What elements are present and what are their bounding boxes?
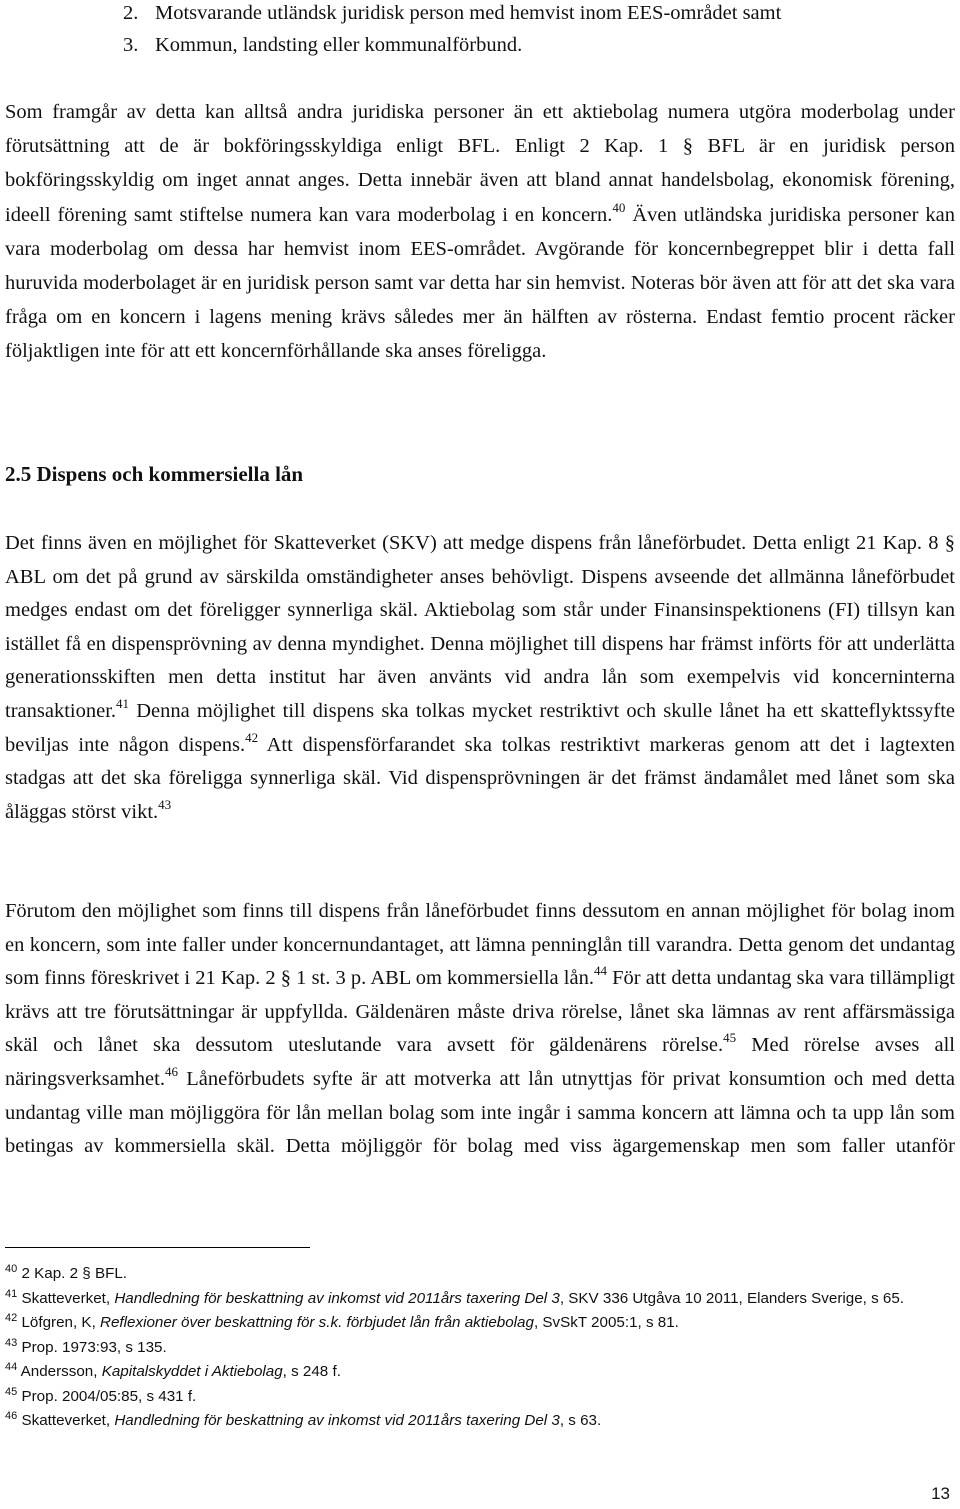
footnote-text: , SKV 336 Utgåva 10 2011, Elanders Sverige, s 65.: [559, 1289, 905, 1307]
footnote: [5, 1409, 955, 1434]
footnote: [5, 1336, 955, 1361]
footnote-separator: [5, 1247, 310, 1248]
footnote-title: Handledning för beskattning av inkomst vid 2011års taxering Del 3: [114, 1412, 560, 1429]
footnote-text: Löfgren, K,: [21, 1314, 101, 1331]
paragraph-dispens: [5, 527, 955, 829]
list-number: 3.: [123, 34, 139, 56]
list-item: [123, 1, 781, 25]
footnote-title: Handledning för beskattning av inkomst vid 2011års taxering Del 3: [114, 1289, 560, 1307]
list-item: [123, 33, 522, 57]
footnote-ref-40[interactable]: 40: [612, 199, 626, 215]
footnote-number: 43: [5, 1336, 18, 1349]
text-run: Det finns även en möjlighet för Skatteverket (SKV) att medge dispens från låneförbudet. Detta enligt 21 Kap. 8 § ABL om det på grund av särskilda omständigheter anses behövligt. Dispens avseende det allmänna låneförbudet medges endast om det föreligger synnerliga skäl. Aktiebolag som står under Finansinspektionens (FI) tillsyn kan istället få en dispensprövning av denna myndighet. Denna möjlighet till dispens har främst införts för att underlätta generationsskiften men detta institut har även använts vid andra lån som exempelvis vid koncerninterna transaktioner.: [5, 532, 955, 722]
footnote: [5, 1385, 955, 1410]
footnote-text: Prop. 1973:93, s 135.: [21, 1338, 167, 1356]
paragraph-kommersiella-lan: [5, 895, 955, 1164]
text-run: För att detta undantag ska vara tillämpligt krävs att tre förutsättningar är uppfyllda. Gäldenären måste driva rörelse, lånet ska lämnas av rent affärsmässiga skäl och lånet ska dessutom uteslutande vara avsett för gäldenärens rörelse.: [5, 967, 956, 1057]
footnote-title: Kapitalskyddet i Aktiebolag: [101, 1363, 283, 1380]
footnote-text: Skatteverket,: [21, 1412, 115, 1429]
footnote: [5, 1311, 955, 1336]
footnote-ref-41[interactable]: 41: [116, 695, 130, 711]
footnote-number: 44: [5, 1361, 18, 1373]
text-run: Att dispensförfarandet ska tolkas restriktivt markeras genom att det i lagtexten stadgas att det ska föreligga synnerliga skäl. Vid dispensprövningen är det främst ändamålet med lånet som ska åläggas störst vikt.: [5, 733, 955, 823]
footnote-ref-44[interactable]: 44: [593, 963, 607, 979]
footnote-text: , s 63.: [559, 1412, 602, 1429]
text-run: Denna möjlighet till dispens ska tolkas mycket restriktivt och skulle lånet ha ett skatteflyktssyfte beviljas inte någon dispens.: [5, 699, 955, 756]
text-run: Förutom den möjlighet som finns till dispens från låneförbudet finns dessutom en annan möjlighet för bolag inom en koncern, som inte faller under koncernundantaget, att lämna penninglån till varandra. Detta genom det undantag som finns föreskrivet i 21 Kap. 2 § 1 st. 3 p. ABL om kommersiella lån.: [5, 900, 955, 990]
footnote-text: Andersson,: [20, 1363, 102, 1380]
list-text: Kommun, landsting eller kommunalförbund.: [155, 34, 523, 56]
footnote-ref-42[interactable]: 42: [245, 729, 259, 745]
footnote-number: 41: [5, 1287, 18, 1300]
footnote-title: Reflexioner över beskattning för s.k. förbjudet lån från aktiebolag: [100, 1314, 534, 1331]
footnote-number: 42: [5, 1312, 18, 1324]
footnote-ref-45[interactable]: 45: [723, 1030, 737, 1046]
footnote-text: , SvSkT 2005:1, s 81.: [533, 1314, 679, 1331]
footnote: [5, 1360, 955, 1385]
footnote-text: 2 Kap. 2 § BFL.: [21, 1265, 128, 1282]
footnote-text: , s 248 f.: [282, 1363, 341, 1380]
text-run: Även utländska juridiska personer kan vara moderbolag om dessa har hemvist inom EES-området. Avgörande för koncernbegreppet blir i detta fall huruvida moderbolaget är en juridisk person samt var detta har sin hemvist. Noteras bör även att för att det ska vara fråga om en koncern i lagens mening krävs således mer än hälften av rösterna. Endast femtio procent räcker följaktligen inte för att ett koncernförhållande ska anses föreligga.: [5, 203, 955, 363]
footnote: [5, 1262, 955, 1287]
section-heading: 2.5 Dispens och kommersiella lån: [5, 462, 304, 486]
footnote: [5, 1287, 955, 1312]
text-run: Som framgår av detta kan alltså andra juridiska personer än ett aktiebolag numera utgöra moderbolag under förutsättning att de är bokföringsskyldiga enligt BFL. Enligt 2 Kap. 1 § BFL är en juridisk person bokföringsskyldig om inget annat anges. Detta innebär även att bland annat handelsbolag, ekonomisk förening, ideell förening samt stiftelse numera kan vara moderbolag i en koncern.: [5, 101, 955, 226]
text-run: Med rörelse avses all näringsverksamhet.: [5, 1034, 955, 1090]
list-text: Motsvarande utländsk juridisk person med hemvist inom EES-området samt: [155, 2, 782, 24]
list-number: 2.: [123, 2, 139, 24]
footnote-number: 45: [5, 1385, 18, 1398]
footnote-text: Skatteverket,: [21, 1289, 115, 1307]
footnote-ref-43[interactable]: 43: [158, 796, 172, 812]
text-run: Låneförbudets syfte är att motverka att lån utnyttjas för privat konsumtion och med detta undantag ville man möjliggöra för lån mellan bolag som inte ingår i samma koncern att lämna och ta upp lån som betingas av kommersiella skäl. Detta möjliggör för bolag med viss ägargemenskap men som faller utanför: [5, 1067, 955, 1158]
footnote-text: Prop. 2004/05:85, s 431 f.: [21, 1387, 197, 1405]
footnote-ref-46[interactable]: 46: [164, 1063, 178, 1079]
footnotes: [5, 1262, 955, 1434]
footnote-number: 40: [5, 1263, 18, 1275]
footnote-number: 46: [5, 1410, 18, 1422]
page-number: 13: [931, 1484, 950, 1503]
paragraph-moderbolag: [5, 95, 955, 369]
